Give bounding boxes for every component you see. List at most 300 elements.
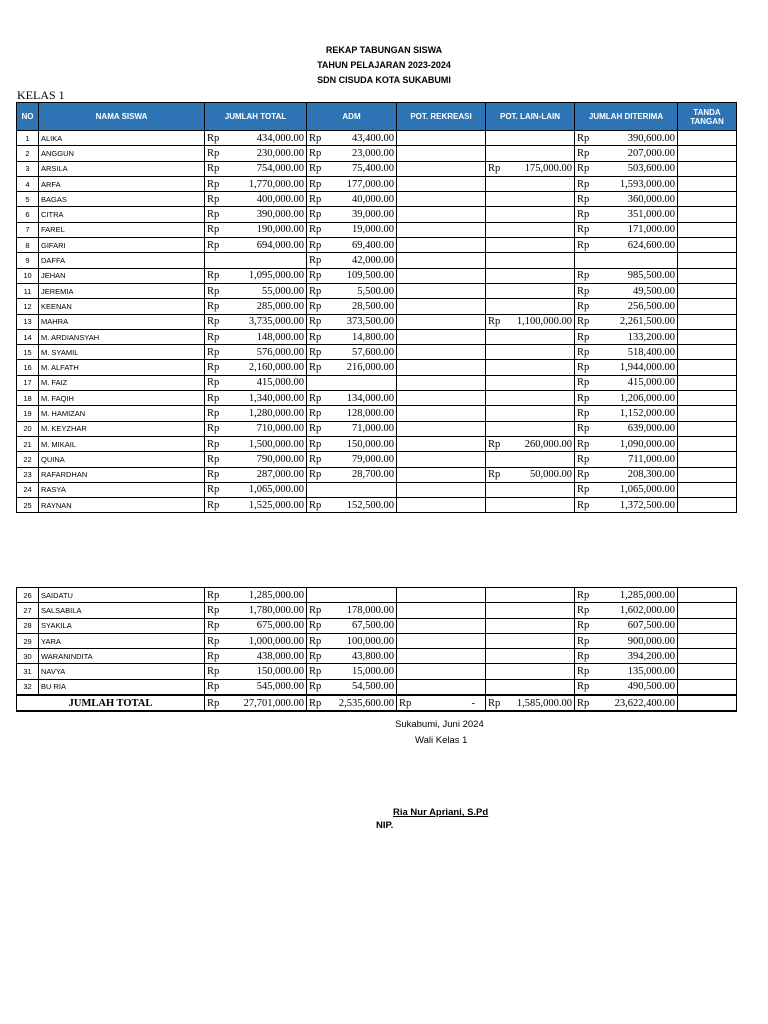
cell-tanda-tangan: [678, 176, 737, 191]
cell-tanda-tangan: [678, 603, 737, 618]
cell-rekreasi: [397, 498, 486, 513]
cell-rekreasi: [397, 283, 486, 298]
table-row: [17, 618, 737, 633]
table-header: [17, 103, 737, 131]
cell-total: Rp 1,280,000.00: [205, 406, 307, 421]
cell-total: Rp 150,000.00: [205, 664, 307, 679]
cell-adm: Rp 134,000.00: [307, 391, 397, 406]
totals-pot-rekreasi: Rp -: [397, 695, 486, 711]
cell-total: Rp 790,000.00: [205, 452, 307, 467]
cell-tanda-tangan: [678, 222, 737, 237]
cell-tanda-tangan: [678, 238, 737, 253]
table-row: [17, 482, 737, 497]
cell-no: 21: [17, 436, 39, 451]
cell-rekreasi: [397, 467, 486, 482]
table-row: [17, 588, 737, 603]
col-jumlah-total: JUMLAH TOTAL: [205, 103, 307, 131]
cell-tanda-tangan: [678, 314, 737, 329]
col-pot-rekreasi: POT. REKREASI: [397, 103, 486, 131]
cell-total: Rp 434,000.00: [205, 131, 307, 146]
cell-adm: Rp 19,000.00: [307, 222, 397, 237]
cell-total: Rp 545,000.00: [205, 679, 307, 695]
table-row: [17, 299, 737, 314]
cell-no: 15: [17, 345, 39, 360]
cell-diterima: [575, 253, 678, 268]
cell-rekreasi: [397, 603, 486, 618]
cell-lain: [486, 498, 575, 513]
report-year: TAHUN PELAJARAN 2023-2024: [317, 60, 451, 70]
col-adm: ADM: [307, 103, 397, 131]
cell-adm: Rp 54,500.00: [307, 679, 397, 695]
cell-adm: Rp 69,400.00: [307, 238, 397, 253]
cell-diterima: Rp 415,000.00: [575, 375, 678, 390]
table-row: [17, 192, 737, 207]
cell-total: Rp 1,000,000.00: [205, 633, 307, 648]
cell-no: 8: [17, 238, 39, 253]
cell-no: 18: [17, 391, 39, 406]
cell-nama: M. ALFATH: [39, 360, 205, 375]
cell-total: Rp 1,340,000.00: [205, 391, 307, 406]
cell-total: Rp 3,735,000.00: [205, 314, 307, 329]
cell-adm: Rp 150,000.00: [307, 436, 397, 451]
cell-no: 14: [17, 329, 39, 344]
cell-rekreasi: [397, 618, 486, 633]
cell-no: 16: [17, 360, 39, 375]
cell-nama: BAGAS: [39, 192, 205, 207]
cell-rekreasi: [397, 176, 486, 191]
cell-no: 17: [17, 375, 39, 390]
cell-lain: [486, 603, 575, 618]
cell-total: Rp 1,285,000.00: [205, 588, 307, 603]
table-row: [17, 633, 737, 648]
cell-adm: Rp 40,000.00: [307, 192, 397, 207]
cell-tanda-tangan: [678, 406, 737, 421]
cell-total: Rp 2,160,000.00: [205, 360, 307, 375]
cell-nama: M. HAMIZAN: [39, 406, 205, 421]
col-nama-siswa: NAMA SISWA: [39, 103, 205, 131]
cell-total: Rp 1,095,000.00: [205, 268, 307, 283]
cell-no: 12: [17, 299, 39, 314]
savings-table: [16, 102, 737, 513]
class-label: KELAS 1: [17, 88, 65, 102]
table-row: [17, 238, 737, 253]
cell-diterima: Rp 490,500.00: [575, 679, 678, 695]
cell-adm: Rp 42,000.00: [307, 253, 397, 268]
cell-no: 27: [17, 603, 39, 618]
cell-total: Rp 1,525,000.00: [205, 498, 307, 513]
cell-diterima: Rp 1,372,500.00: [575, 498, 678, 513]
cell-tanda-tangan: [678, 633, 737, 648]
table-row: [17, 664, 737, 679]
cell-adm: [307, 482, 397, 497]
table-row: [17, 421, 737, 436]
cell-diterima: Rp 1,602,000.00: [575, 603, 678, 618]
cell-total: [205, 253, 307, 268]
cell-nama: MAHRA: [39, 314, 205, 329]
cell-adm: Rp 178,000.00: [307, 603, 397, 618]
cell-nama: M. KEYZHAR: [39, 421, 205, 436]
cell-total: Rp 675,000.00: [205, 618, 307, 633]
cell-total: Rp 390,000.00: [205, 207, 307, 222]
cell-no: 22: [17, 452, 39, 467]
cell-total: Rp 190,000.00: [205, 222, 307, 237]
cell-lain: [486, 452, 575, 467]
cell-rekreasi: [397, 375, 486, 390]
cell-no: 10: [17, 268, 39, 283]
cell-rekreasi: [397, 345, 486, 360]
cell-diterima: Rp 1,065,000.00: [575, 482, 678, 497]
totals-jumlah-diterima: Rp 23,622,400.00: [575, 695, 678, 711]
table-row: [17, 207, 737, 222]
table-row: [17, 345, 737, 360]
cell-tanda-tangan: [678, 283, 737, 298]
cell-lain: [486, 268, 575, 283]
cell-total: Rp 1,770,000.00: [205, 176, 307, 191]
cell-diterima: Rp 351,000.00: [575, 207, 678, 222]
cell-adm: Rp 216,000.00: [307, 360, 397, 375]
cell-rekreasi: [397, 406, 486, 421]
cell-nama: QUINA: [39, 452, 205, 467]
cell-diterima: Rp 503,600.00: [575, 161, 678, 176]
cell-no: 7: [17, 222, 39, 237]
col-tanda-tangan: TANDA TANGAN: [678, 103, 737, 131]
cell-nama: JEREMIA: [39, 283, 205, 298]
cell-rekreasi: [397, 192, 486, 207]
cell-nama: SALSABILA: [39, 603, 205, 618]
cell-diterima: Rp 518,400.00: [575, 345, 678, 360]
cell-rekreasi: [397, 222, 486, 237]
cell-diterima: Rp 607,500.00: [575, 618, 678, 633]
cell-lain: [486, 618, 575, 633]
cell-tanda-tangan: [678, 268, 737, 283]
cell-lain: [486, 375, 575, 390]
cell-adm: [307, 375, 397, 390]
cell-no: 11: [17, 283, 39, 298]
cell-diterima: Rp 360,000.00: [575, 192, 678, 207]
cell-tanda-tangan: [678, 679, 737, 695]
cell-diterima: Rp 639,000.00: [575, 421, 678, 436]
cell-no: 28: [17, 618, 39, 633]
cell-adm: Rp 71,000.00: [307, 421, 397, 436]
cell-adm: Rp 23,000.00: [307, 146, 397, 161]
cell-lain: [486, 131, 575, 146]
table-row: [17, 436, 737, 451]
cell-rekreasi: [397, 314, 486, 329]
table-row: [17, 375, 737, 390]
cell-tanda-tangan: [678, 299, 737, 314]
table-row: [17, 161, 737, 176]
report-title: REKAP TABUNGAN SISWA: [325, 45, 443, 55]
cell-adm: Rp 43,400.00: [307, 131, 397, 146]
totals-jumlah-total: Rp 27,701,000.00: [205, 695, 307, 711]
table-row: [17, 268, 737, 283]
cell-lain: [486, 207, 575, 222]
col-pot-lain-lain: POT. LAIN-LAIN: [486, 103, 575, 131]
cell-rekreasi: [397, 329, 486, 344]
cell-total: Rp 754,000.00: [205, 161, 307, 176]
place-date: Sukabumi, Juni 2024: [395, 719, 484, 730]
cell-nama: RASYA: [39, 482, 205, 497]
cell-nama: RAYNAN: [39, 498, 205, 513]
cell-lain: [486, 649, 575, 664]
cell-adm: Rp 14,800.00: [307, 329, 397, 344]
cell-tanda-tangan: [678, 664, 737, 679]
cell-tanda-tangan: [678, 360, 737, 375]
cell-tanda-tangan: [678, 498, 737, 513]
cell-rekreasi: [397, 360, 486, 375]
cell-diterima: Rp 390,600.00: [575, 131, 678, 146]
cell-nama: WARANINDITA: [39, 649, 205, 664]
cell-lain: [486, 633, 575, 648]
table-row: [17, 131, 737, 146]
cell-lain: [486, 664, 575, 679]
cell-lain: [486, 391, 575, 406]
cell-adm: Rp 79,000.00: [307, 452, 397, 467]
cell-total: Rp 55,000.00: [205, 283, 307, 298]
cell-lain: Rp 1,100,000.00: [486, 314, 575, 329]
cell-adm: Rp 152,500.00: [307, 498, 397, 513]
cell-nama: M. FAQIH: [39, 391, 205, 406]
totals-label: JUMLAH TOTAL: [17, 695, 205, 711]
cell-diterima: Rp 711,000.00: [575, 452, 678, 467]
cell-adm: Rp 43,800.00: [307, 649, 397, 664]
cell-nama: CITRA: [39, 207, 205, 222]
cell-tanda-tangan: [678, 329, 737, 344]
cell-total: Rp 438,000.00: [205, 649, 307, 664]
cell-total: Rp 415,000.00: [205, 375, 307, 390]
cell-adm: Rp 5,500.00: [307, 283, 397, 298]
cell-tanda-tangan: [678, 161, 737, 176]
cell-lain: [486, 299, 575, 314]
cell-diterima: Rp 985,500.00: [575, 268, 678, 283]
cell-nama: BU RIA: [39, 679, 205, 695]
cell-nama: ARFA: [39, 176, 205, 191]
cell-tanda-tangan: [678, 482, 737, 497]
cell-adm: [307, 588, 397, 603]
cell-nama: SAIDATU: [39, 588, 205, 603]
col-jumlah-diterima: JUMLAH DITERIMA: [575, 103, 678, 131]
cell-diterima: Rp 133,200.00: [575, 329, 678, 344]
cell-diterima: Rp 1,206,000.00: [575, 391, 678, 406]
cell-lain: [486, 588, 575, 603]
cell-rekreasi: [397, 482, 486, 497]
table-row: [17, 314, 737, 329]
cell-rekreasi: [397, 391, 486, 406]
cell-no: 9: [17, 253, 39, 268]
cell-nama: ALIKA: [39, 131, 205, 146]
cell-adm: Rp 75,400.00: [307, 161, 397, 176]
cell-diterima: Rp 49,500.00: [575, 283, 678, 298]
cell-lain: Rp 175,000.00: [486, 161, 575, 176]
cell-total: Rp 285,000.00: [205, 299, 307, 314]
school-name: SDN CISUDA KOTA SUKABUMI: [317, 75, 451, 85]
cell-nama: KEENAN: [39, 299, 205, 314]
cell-total: Rp 287,000.00: [205, 467, 307, 482]
cell-nama: GIFARI: [39, 238, 205, 253]
table-row: [17, 603, 737, 618]
cell-diterima: Rp 1,285,000.00: [575, 588, 678, 603]
cell-lain: [486, 222, 575, 237]
cell-diterima: Rp 2,261,500.00: [575, 314, 678, 329]
cell-no: 3: [17, 161, 39, 176]
cell-lain: [486, 253, 575, 268]
cell-tanda-tangan: [678, 146, 737, 161]
cell-adm: Rp 28,500.00: [307, 299, 397, 314]
cell-rekreasi: [397, 253, 486, 268]
cell-lain: [486, 283, 575, 298]
cell-lain: [486, 421, 575, 436]
cell-total: Rp 1,500,000.00: [205, 436, 307, 451]
cell-rekreasi: [397, 161, 486, 176]
cell-adm: Rp 177,000.00: [307, 176, 397, 191]
cell-tanda-tangan: [678, 452, 737, 467]
cell-total: Rp 230,000.00: [205, 146, 307, 161]
cell-rekreasi: [397, 588, 486, 603]
cell-tanda-tangan: [678, 253, 737, 268]
cell-no: 29: [17, 633, 39, 648]
cell-no: 13: [17, 314, 39, 329]
table-row: [17, 253, 737, 268]
cell-nama: RAFARDHAN: [39, 467, 205, 482]
cell-rekreasi: [397, 146, 486, 161]
cell-no: 1: [17, 131, 39, 146]
cell-rekreasi: [397, 664, 486, 679]
table-row: [17, 498, 737, 513]
cell-adm: Rp 28,700.00: [307, 467, 397, 482]
cell-tanda-tangan: [678, 436, 737, 451]
cell-lain: [486, 679, 575, 695]
cell-rekreasi: [397, 436, 486, 451]
cell-diterima: Rp 394,200.00: [575, 649, 678, 664]
table-row: [17, 452, 737, 467]
cell-no: 4: [17, 176, 39, 191]
table-row: [17, 146, 737, 161]
cell-nama: SYAKILA: [39, 618, 205, 633]
totals-pot-lain: Rp 1,585,000.00: [486, 695, 575, 711]
cell-no: 30: [17, 649, 39, 664]
table-row: [17, 406, 737, 421]
cell-rekreasi: [397, 679, 486, 695]
cell-lain: [486, 238, 575, 253]
savings-table-continued: [16, 587, 737, 712]
cell-lain: [486, 345, 575, 360]
cell-no: 19: [17, 406, 39, 421]
cell-rekreasi: [397, 452, 486, 467]
cell-no: 31: [17, 664, 39, 679]
totals-tanda-tangan: [678, 695, 737, 711]
cell-no: 23: [17, 467, 39, 482]
cell-nama: DAFFA: [39, 253, 205, 268]
cell-lain: [486, 406, 575, 421]
cell-diterima: Rp 1,944,000.00: [575, 360, 678, 375]
totals-row: [17, 695, 737, 711]
cell-nama: ANGGUN: [39, 146, 205, 161]
cell-no: 32: [17, 679, 39, 695]
cell-adm: Rp 57,600.00: [307, 345, 397, 360]
cell-tanda-tangan: [678, 649, 737, 664]
cell-rekreasi: [397, 238, 486, 253]
table-row: [17, 360, 737, 375]
cell-total: Rp 576,000.00: [205, 345, 307, 360]
cell-total: Rp 148,000.00: [205, 329, 307, 344]
col-no: NO: [17, 103, 39, 131]
cell-diterima: Rp 1,593,000.00: [575, 176, 678, 191]
cell-lain: [486, 482, 575, 497]
cell-rekreasi: [397, 633, 486, 648]
cell-adm: Rp 15,000.00: [307, 664, 397, 679]
cell-diterima: Rp 171,000.00: [575, 222, 678, 237]
table-row: [17, 176, 737, 191]
cell-rekreasi: [397, 207, 486, 222]
cell-nama: M. ARDIANSYAH: [39, 329, 205, 344]
cell-total: Rp 694,000.00: [205, 238, 307, 253]
cell-adm: Rp 373,500.00: [307, 314, 397, 329]
cell-tanda-tangan: [678, 588, 737, 603]
cell-adm: Rp 39,000.00: [307, 207, 397, 222]
cell-tanda-tangan: [678, 391, 737, 406]
cell-adm: Rp 128,000.00: [307, 406, 397, 421]
table-row: [17, 222, 737, 237]
cell-diterima: Rp 135,000.00: [575, 664, 678, 679]
cell-nama: NAVYA: [39, 664, 205, 679]
cell-rekreasi: [397, 649, 486, 664]
table-row: [17, 649, 737, 664]
cell-lain: [486, 176, 575, 191]
cell-total: Rp 1,780,000.00: [205, 603, 307, 618]
cell-tanda-tangan: [678, 345, 737, 360]
cell-no: 20: [17, 421, 39, 436]
signer-role: Wali Kelas 1: [415, 735, 468, 746]
cell-rekreasi: [397, 421, 486, 436]
cell-nama: M. SYAMIL: [39, 345, 205, 360]
cell-diterima: Rp 900,000.00: [575, 633, 678, 648]
cell-adm: Rp 100,000.00: [307, 633, 397, 648]
cell-adm: Rp 109,500.00: [307, 268, 397, 283]
table-row: [17, 679, 737, 695]
cell-diterima: Rp 1,152,000.00: [575, 406, 678, 421]
cell-tanda-tangan: [678, 467, 737, 482]
cell-no: 6: [17, 207, 39, 222]
cell-diterima: Rp 624,600.00: [575, 238, 678, 253]
cell-tanda-tangan: [678, 618, 737, 633]
totals-adm: Rp 2,535,600.00: [307, 695, 397, 711]
cell-total: Rp 400,000.00: [205, 192, 307, 207]
signer-name: Ria Nur Apriani, S.Pd: [393, 807, 489, 818]
cell-diterima: Rp 256,500.00: [575, 299, 678, 314]
cell-lain: [486, 329, 575, 344]
cell-no: 26: [17, 588, 39, 603]
cell-nama: YARA: [39, 633, 205, 648]
nip-label: NIP.: [376, 820, 394, 831]
cell-diterima: Rp 1,090,000.00: [575, 436, 678, 451]
table-row: [17, 329, 737, 344]
cell-no: 25: [17, 498, 39, 513]
cell-no: 24: [17, 482, 39, 497]
cell-total: Rp 710,000.00: [205, 421, 307, 436]
cell-rekreasi: [397, 268, 486, 283]
cell-tanda-tangan: [678, 421, 737, 436]
cell-rekreasi: [397, 299, 486, 314]
cell-lain: [486, 360, 575, 375]
cell-nama: M. MIKAIL: [39, 436, 205, 451]
cell-lain: [486, 192, 575, 207]
cell-diterima: Rp 208,300.00: [575, 467, 678, 482]
table-row: [17, 391, 737, 406]
cell-total: Rp 1,065,000.00: [205, 482, 307, 497]
table-row: [17, 467, 737, 482]
cell-nama: ARSILA: [39, 161, 205, 176]
cell-nama: FAREL: [39, 222, 205, 237]
